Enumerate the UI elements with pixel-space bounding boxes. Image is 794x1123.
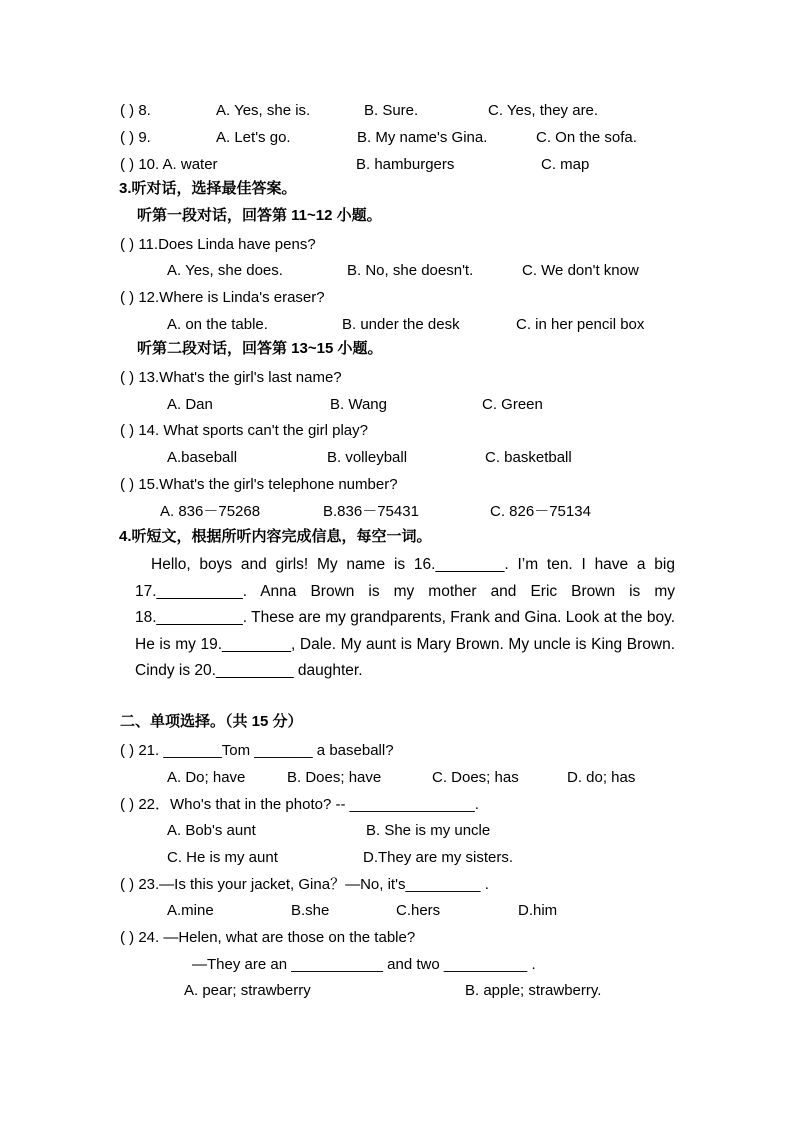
option-text: D.him [518,902,558,919]
heading-text: 听第一段对话，回答第 11~12 小题。 [137,207,382,224]
heading-text: 听第二段对话，回答第 13~15 小题。 [137,340,383,357]
question-text: ( ) 11.Does Linda have pens? [120,236,316,253]
question-text: ( ) 21. _______Tom _______ a baseball? [120,742,394,759]
option-text: B. Sure. [364,102,419,119]
question-text: ( ) 24. —Helen, what are those on the table? [120,929,416,946]
question-text: A. pear; strawberry [184,982,311,999]
question-text: ( ) 22．Who's that in the photo? -- _______________. [120,796,479,813]
option-text: B. Does; have [287,769,382,786]
option-text: B. volleyball [327,449,408,466]
option-text: C. We don't know [522,262,639,279]
option-text: C. Does; has [432,769,519,786]
option-text: B. My name's Gina. [357,129,488,146]
question-text: A.baseball [167,449,238,466]
question-text: ( ) 15.What's the girl's telephone number? [120,476,398,493]
heading-text: 4.听短文，根据所听内容完成信息，每空一词。 [119,528,432,545]
option-text: C. Yes, they are. [488,102,599,119]
option-text: B. under the desk [342,316,460,333]
option-text: C.hers [396,902,441,919]
listening-passage [135,552,675,685]
question-text: A.mine [167,902,214,919]
question-text: ( ) 12.Where is Linda's eraser? [120,289,325,306]
passage-text: Hello, boys and girls! My name is 16.________. I’m ten. I have a big 17.__________. Anna Brown is my mother and Eric Brown is my 18.__________. These are my grandparents, Frank and Gina. Look at the boy. He is my 19.________, Dale. My aunt is Mary Brown. My uncle is King Brown. Cindy is 20._________ daughter. [135,556,675,680]
option-text: B. Wang [330,396,387,413]
question-text: A. Yes, she does. [167,262,283,279]
option-text: C. in her pencil box [516,316,645,333]
option-text: B.836－75431 [323,503,419,520]
option-text: C. Green [482,396,543,413]
question-text: A. Do; have [167,769,246,786]
option-text: A. Yes, she is. [216,102,311,119]
question-text: A. Dan [167,396,213,413]
question-text: ( ) 13.What's the girl's last name? [120,369,342,386]
question-text: ( ) 14. What sports can't the girl play? [120,422,368,439]
question-text: —They are an ___________ and two __________ . [192,956,536,973]
option-text: D.They are my sisters. [363,849,514,866]
option-text: B.she [291,902,330,919]
question-text: A. Bob's aunt [167,822,256,839]
question-text: A. on the table. [167,316,268,333]
question-text: ( ) 23.—Is this your jacket, Gina？—No, it's_________ . [120,876,489,893]
question-text: A. 836－75268 [160,503,261,520]
option-text: C. map [541,156,590,173]
question-text: ( ) 8. [120,102,151,119]
question-text: C. He is my aunt [167,849,278,866]
option-text: D. do; has [567,769,636,786]
option-text: B. She is my uncle [366,822,491,839]
option-text: B. No, she doesn't. [347,262,474,279]
option-text: B. hamburgers [356,156,455,173]
option-text: B. apple; strawberry. [465,982,602,999]
question-text: ( ) 10. A. water [120,156,218,173]
option-text: A. Let's go. [216,129,291,146]
question-text: ( ) 9. [120,129,151,146]
option-text: C. On the sofa. [536,129,637,146]
heading-text: 二、单项选择。（共 15 分） [120,713,303,730]
option-text: C. basketball [485,449,572,466]
option-text: C. 826－75134 [490,503,591,520]
heading-text: 3.听对话，选择最佳答案。 [119,180,297,197]
